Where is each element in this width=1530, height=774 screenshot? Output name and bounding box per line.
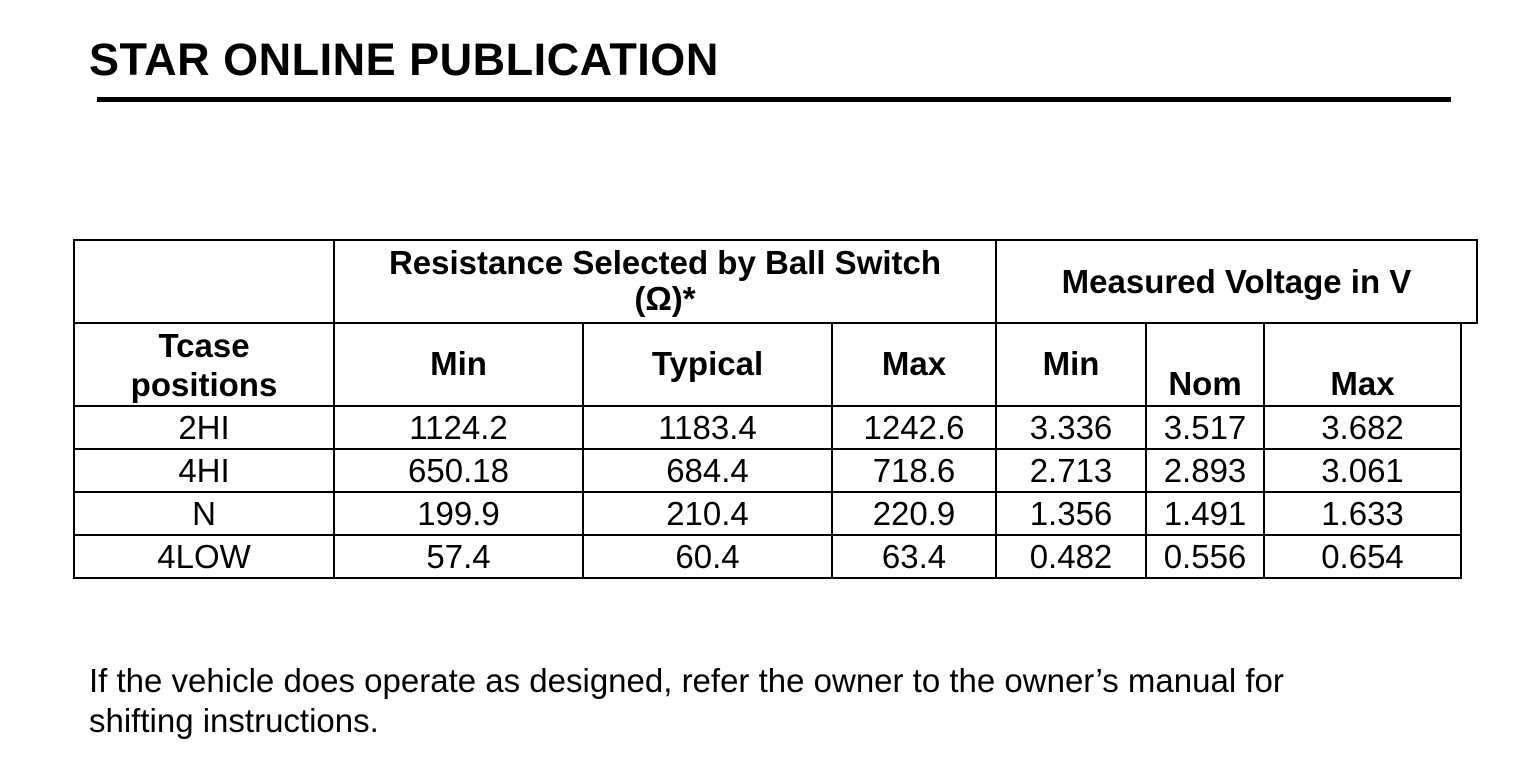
column-header-voltage-nom: Nom: [1168, 365, 1242, 402]
table-cell-voltage-max: 0.654: [1321, 537, 1404, 575]
table-cell-voltage-min: 2.713: [1029, 451, 1113, 489]
table-cell-resistance-min: 1124.2: [409, 408, 508, 446]
column-header-voltage-min: Min: [1042, 344, 1100, 382]
table-border-bottom: [74, 577, 1462, 579]
table-cell-voltage-nom: 1.491: [1163, 494, 1247, 532]
voltage-group-header: Measured Voltage in V: [1061, 262, 1412, 300]
table-cell-position: 2HI: [178, 408, 230, 446]
table-cell-resistance-min: 199.9: [417, 494, 500, 532]
table-cell-resistance-min: 650.18: [408, 451, 509, 489]
table-cell-voltage-min: 3.336: [1029, 408, 1113, 446]
column-header-voltage-max: Max: [1330, 365, 1395, 402]
table-cell-resistance-max: 63.4: [881, 537, 947, 575]
table-cell-voltage-min: 0.482: [1029, 537, 1113, 575]
table-cell-voltage-min: 1.356: [1029, 494, 1113, 532]
column-header-resistance-typical: Typical: [651, 344, 764, 382]
table-cell-resistance-typical: 60.4: [675, 537, 740, 575]
table-cell-resistance-max: 220.9: [872, 494, 956, 532]
column-header-resistance-max: Max: [881, 344, 947, 382]
resistance-header-line-1: Resistance Selected by Ball Switch: [388, 244, 942, 281]
footer-note: If the vehicle does operate as designed, refer the owner to the owner’s manual for shifting instructions.: [89, 662, 1284, 739]
table-cell-voltage-max: 1.633: [1321, 494, 1404, 532]
table-cell-resistance-typical: 210.4: [666, 494, 749, 532]
table-cell-voltage-max: 3.061: [1321, 451, 1404, 489]
table-cell-resistance-min: 57.4: [426, 537, 491, 575]
table-cell-position: 4HI: [178, 451, 230, 489]
resistance-header-line-2: (Ω)*: [634, 280, 696, 317]
table-border-right-header: [1476, 239, 1478, 324]
table-cell-resistance-max: 1242.6: [863, 408, 965, 446]
column-header-resistance-min: Min: [430, 344, 487, 382]
table-border-right: [1460, 322, 1462, 579]
table-cell-voltage-nom: 2.893: [1163, 451, 1247, 489]
publication-title: STAR ONLINE PUBLICATION: [89, 34, 719, 85]
table-cell-resistance-typical: 684.4: [666, 451, 749, 489]
table-cell-voltage-max: 3.682: [1321, 408, 1404, 446]
title-underline: [97, 97, 1451, 102]
tcase-header-line-2: positions: [130, 365, 278, 403]
resistance-group-header: [335, 241, 995, 322]
table-cell-voltage-nom: 3.517: [1163, 408, 1247, 446]
tcase-header-line-1: Tcase: [158, 326, 250, 364]
table-cell-voltage-nom: 0.556: [1163, 537, 1247, 575]
table-cell-position: 4LOW: [157, 537, 251, 575]
table-cell-resistance-max: 718.6: [872, 451, 956, 489]
table-cell-position: N: [192, 494, 216, 532]
tcase-positions-header: [75, 324, 333, 405]
table-cell-resistance-typical: 1183.4: [658, 408, 757, 446]
